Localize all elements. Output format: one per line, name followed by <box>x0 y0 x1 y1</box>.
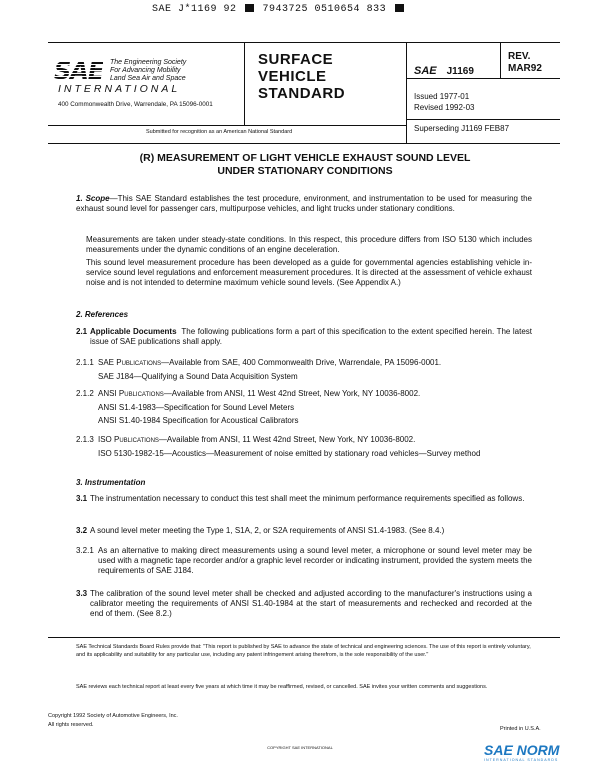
header-divider-2 <box>406 43 407 143</box>
copyright: Copyright 1992 Society of Automotive Engineers, Inc. <box>48 713 178 719</box>
sec-2-1-body: The following publications form a part of this specification to the extent specified herein. The latest issue of SAE publications shall apply. <box>90 327 532 346</box>
sae-publications-text: —Available from SAE, 400 Commonwealth Drive, Warrendale, PA 15096-0001. <box>161 358 442 367</box>
footer-review-note: SAE reviews each technical report at least every five years at which time it may be reaffirmed, revised, or cancelled. SAE invites your written comments and suggestions. <box>76 684 488 690</box>
sec-3-2-number: 3.2 <box>76 526 88 535</box>
sec-2-1-text <box>90 327 532 347</box>
document-title <box>70 152 540 178</box>
doc-number-value: J1169 <box>446 66 474 77</box>
sae-publications-label: SAE Publications <box>98 358 162 367</box>
ansi-publications-text: —Available from ANSI, 11 West 42nd Street, New York, NY 10036-8002. <box>163 389 421 398</box>
sae-norm-logo <box>484 742 559 762</box>
printed-in: Printed in U.S.A. <box>500 726 541 732</box>
superseding: Superseding J1169 FEB87 <box>414 124 510 133</box>
sae-tagline: The Engineering Society For Advancing Mobility Land Sea Air and Space <box>110 59 187 82</box>
standard-type <box>258 51 345 102</box>
issue-dates <box>414 91 474 113</box>
sec-2-1-2-text <box>98 389 532 399</box>
sae-address: 400 Commonwealth Drive, Warrendale, PA 15096-0001 <box>58 101 213 108</box>
document-code-2: 7943725 0510654 833 <box>262 4 387 15</box>
scope-paragraph: 1. Scope—This SAE Standard establishes the test procedure, environment, and instrumentation to be used for measuring the exhaust sound level for passenger cars, multipurpose vehicles, and light trucks under stationary conditions. <box>76 194 533 213</box>
scope-heading: 1. Scope <box>76 194 110 203</box>
scope-text: This SAE Standard establishes the test procedure, environment, and instrumentation to be used for measuring the exhaust sound level for passenger cars, multipurpose vehicles, and light trucks under stationary conditions. <box>76 194 533 213</box>
sec-3-3-text: The calibration of the sound level meter shall be checked and adjusted according to the manufacturer's instructions using a calibrator meeting the requirements of ANSI S1.40-1984 at the start of measurements and rechecked and recorded at the end of them. (See 8.2.) <box>90 589 532 618</box>
sec-3-2-text: A sound level meter meeting the Type 1, S1A, 2, or S2A requirements of ANSI S1.4-1983. (See 8.4.) <box>90 526 445 535</box>
sec-2-1-1-text <box>98 358 532 368</box>
revised-date: Revised 1992-03 <box>414 103 475 112</box>
sec-2-1-heading: Applicable Documents <box>90 327 177 336</box>
footer-rules-note: SAE Technical Standards Board Rules provide that: "This report is published by SAE to advance the state of technical and engineering sciences. The use of this report is entirely voluntary, and its applicability and suitability for any particular use, including any patent infringement arising therefrom, is the sole responsibility of the user." <box>76 644 531 658</box>
header-rule-3 <box>48 125 406 126</box>
sae-norm-subtext: INTERNATIONAL STANDARDS <box>484 758 559 762</box>
header-divider-1 <box>244 43 245 125</box>
sae-mark-small: SAE <box>414 65 437 77</box>
ansi-s1-4-ref: ANSI S1.4-1983—Specification for Sound Level Meters <box>98 403 295 412</box>
sec-3-2-1-text: As an alternative to making direct measurements using a sound level meter, a microphone or sound level meter may be used with a magnetic tape recorder and/or a graphic level recorder or indicating instrument, provided the system meets the requirements of SAE J184. <box>98 546 532 575</box>
rev-date: MAR92 <box>508 63 542 74</box>
sae-logo: SAE <box>54 57 104 85</box>
instrumentation-text: The instrumentation necessary to conduct this test shall meet the minimum performance requirements specified as follows. <box>90 494 525 503</box>
standard-type-line: VEHICLE <box>258 68 327 85</box>
title-line-1: (R) MEASUREMENT OF LIGHT VEHICLE EXHAUST SOUND LEVEL <box>139 152 471 164</box>
sec-3-3-number: 3.3 <box>76 589 88 598</box>
scope-para-2: Measurements are taken under steady-state conditions. In this respect, this procedure differs from ISO 5130 which includes measurements under the dynamic conditions of an engine deceleration. <box>86 235 532 254</box>
barcode-block-2 <box>395 4 404 12</box>
iso-publications-text: —Available from ANSI, 11 West 42nd Street, New York, NY 10036-8002. <box>158 435 416 444</box>
sec-3-2-1-number: 3.2.1 <box>76 546 94 555</box>
title-line-2: UNDER STATIONARY CONDITIONS <box>217 165 393 177</box>
all-rights: All rights reserved. <box>48 722 94 728</box>
document-code-1: SAE J*1169 92 <box>152 4 237 15</box>
bottom-copyright: COPYRIGHT SAE INTERNATIONAL <box>267 745 333 750</box>
sec-2-1-3-number: 2.1.3 <box>76 435 94 444</box>
sec-3-1-number: 3.1 <box>76 494 88 503</box>
iso-5130-ref: ISO 5130-1982-15—Acoustics—Measurement of noise emitted by stationary road vehicles—Survey method <box>98 449 481 458</box>
revision <box>508 51 542 75</box>
sae-norm-text: SAE NORM <box>484 742 560 758</box>
standard-type-line: STANDARD <box>258 85 346 102</box>
sec-2-1-1-number: 2.1.1 <box>76 358 94 367</box>
sec-2-1-3-text <box>98 435 532 445</box>
barcode-block-1 <box>245 4 254 12</box>
international-label: INTERNATIONAL <box>58 83 181 95</box>
header-rule-1 <box>406 78 560 79</box>
ansi-publications-label: ANSI Publications <box>98 389 164 398</box>
document-number <box>414 65 474 77</box>
rev-label: REV. <box>508 51 531 62</box>
references-heading: 2. References <box>76 310 129 319</box>
document-code-strip <box>152 4 406 15</box>
sae-j184-ref: SAE J184—Qualifying a Sound Data Acquisition System <box>98 372 298 381</box>
sec-2-1-2-number: 2.1.2 <box>76 389 94 398</box>
scope-para-3: This sound level measurement procedure has been developed as a guide for governmental agencies establishing vehicle in-service sound level regulations and enforcement measurement procedures. It is directed at the assessment of vehicle exhaust noise and is not intended to determine maximum vehicle sound levels. (See Appendix A.) <box>86 258 533 287</box>
submitted-note: Submitted for recognition as an American National Standard <box>146 129 293 135</box>
iso-publications-label: ISO Publications <box>98 435 159 444</box>
header-rule-2 <box>406 119 560 120</box>
footer-rule <box>48 637 560 638</box>
ansi-s1-40-ref: ANSI S1.40-1984 Specification for Acoustical Calibrators <box>98 416 299 425</box>
standard-type-line: SURFACE <box>258 51 334 68</box>
instrumentation-heading: 3. Instrumentation <box>76 478 146 487</box>
issued-date: Issued 1977-01 <box>414 92 470 101</box>
document-header <box>48 42 560 144</box>
header-divider-3 <box>500 43 501 78</box>
sec-2-1-number: 2.1 <box>76 327 88 336</box>
